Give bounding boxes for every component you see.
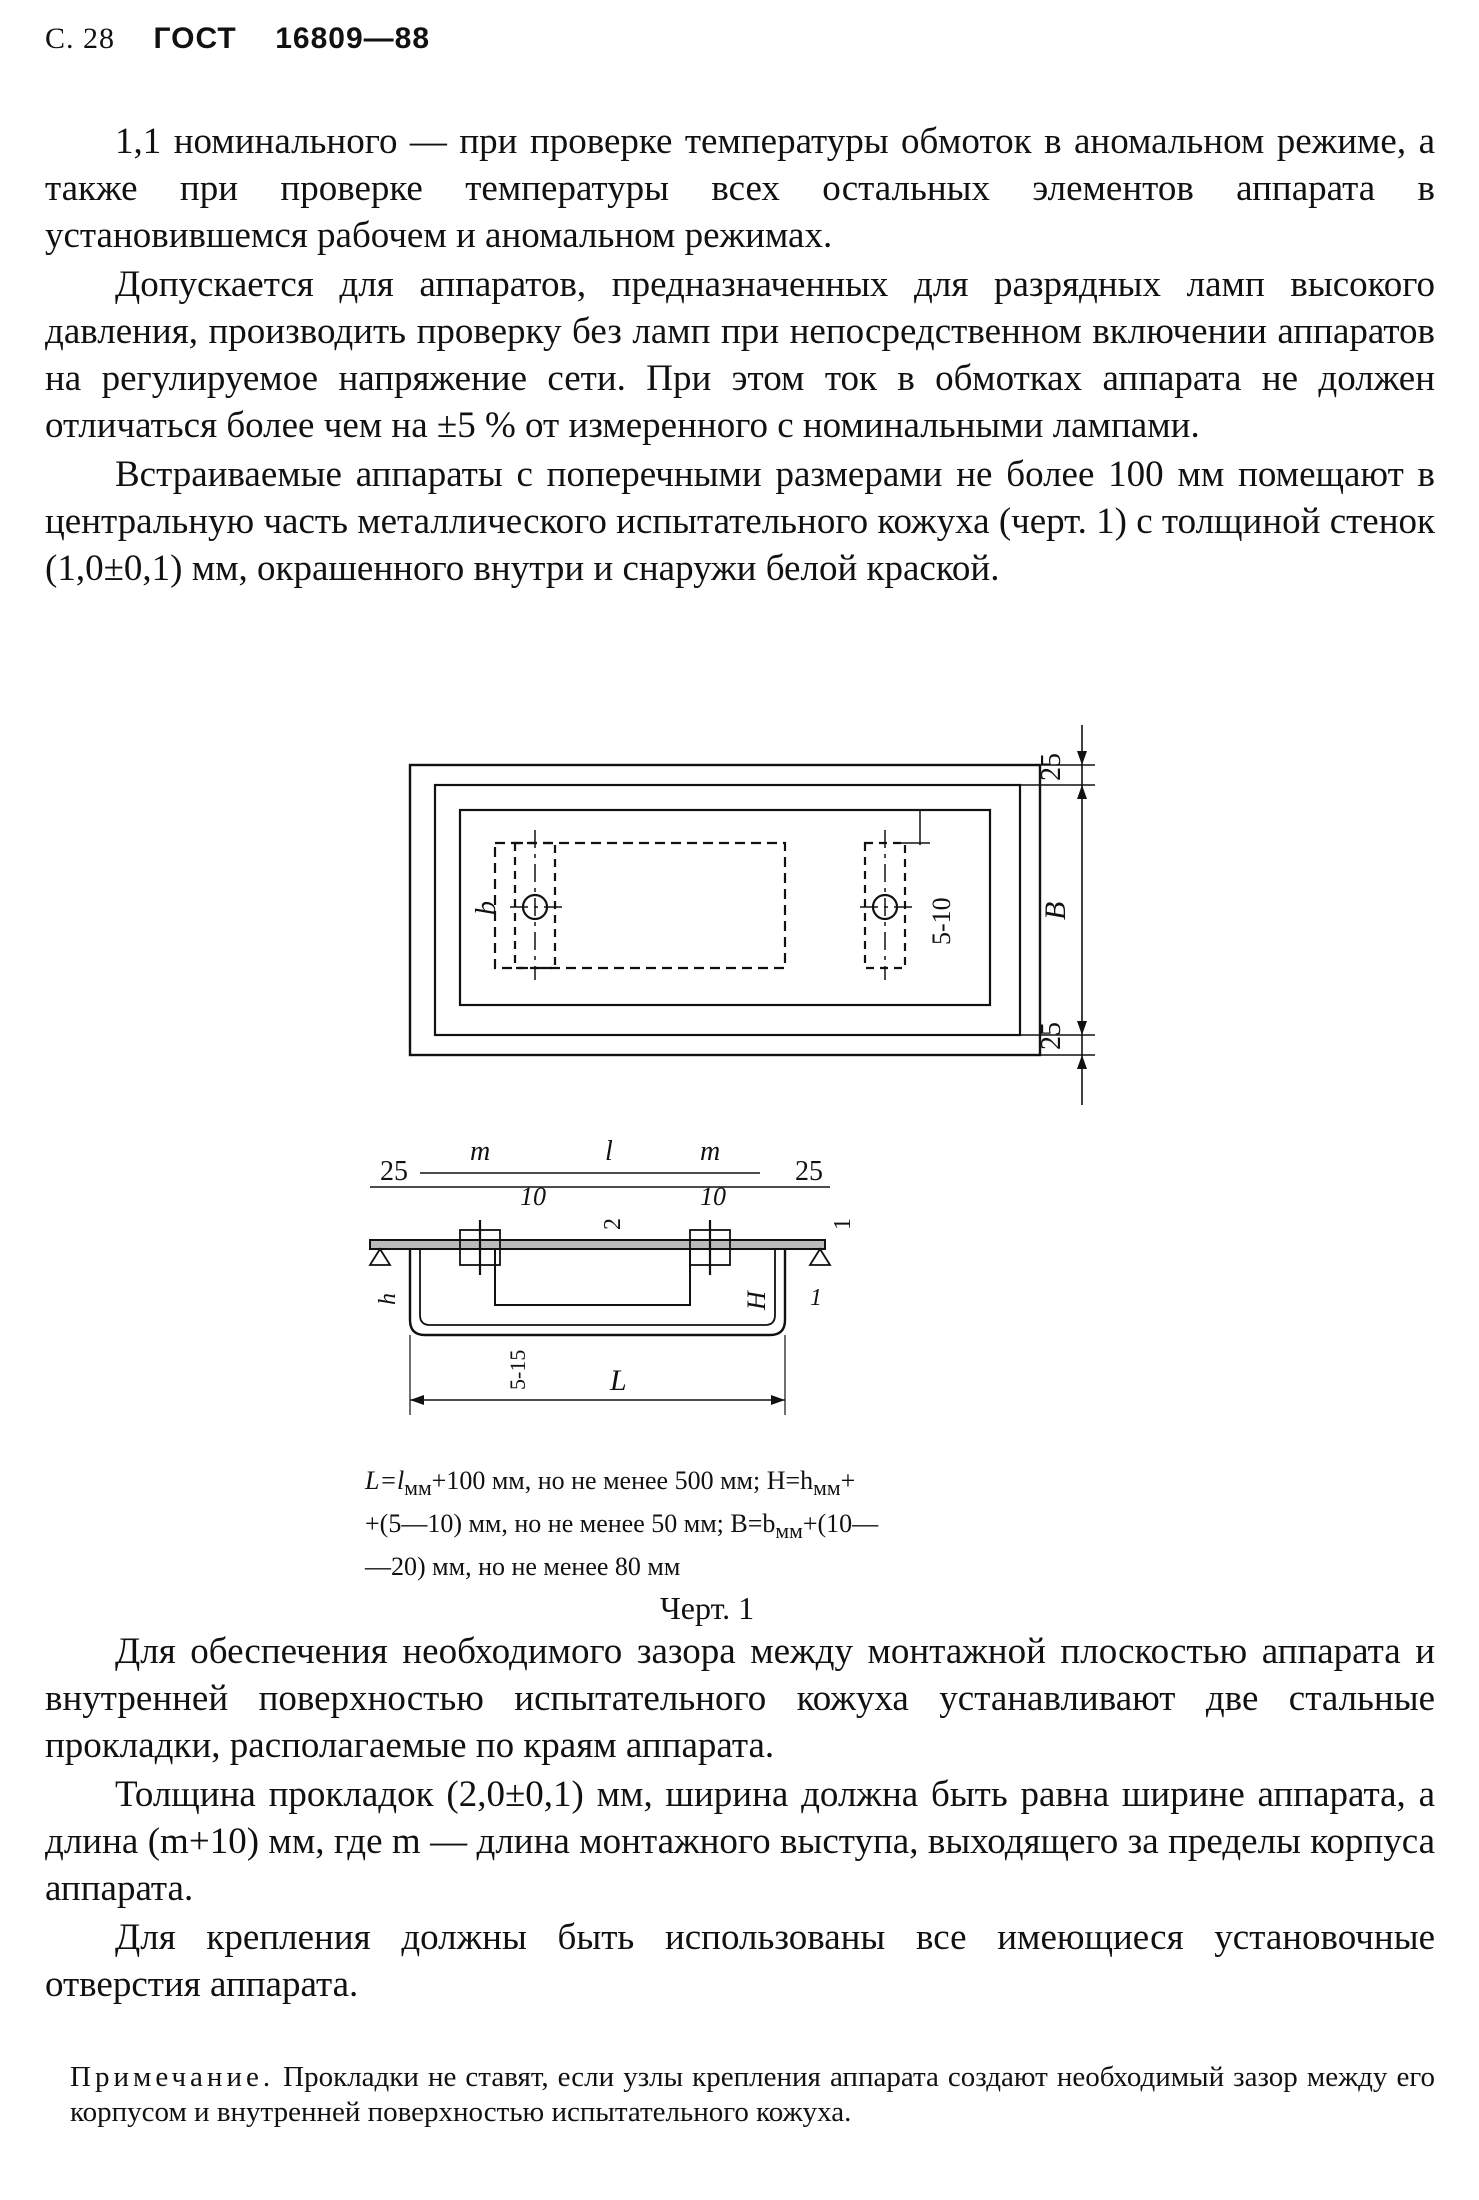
section-dim-right: 25 [795,1156,823,1187]
page-header [45,22,430,56]
plan-label-b: b [471,901,502,915]
section-dim-5-15: 5-15 [505,1349,530,1390]
paragraph-thickness: Толщина прокладок (2,0±0,1) мм, ширина должна быть равна ширине аппарата, а длина (m+10) мм, где m — длина монтажного выступа, выходящего за пределы корпуса аппарата. [45,1774,1435,1909]
formula-line1: L=l [365,1466,405,1495]
formula-sub-1: мм [404,1476,432,1501]
section-dim-h: h [375,1293,401,1305]
standard-number: 16809—88 [275,22,431,55]
note-text: Прокладки не ставят, если узлы крепления аппарата создают необходимый зазор между его корпусом и внутренней поверхностью испытательного кожуха. [70,2061,1435,2128]
formula-line1-rest: +100 мм, но не менее 500 мм; H=h [431,1466,814,1495]
paragraph-gap: Для обеспечения необходимого зазора между монтажной плоскостью аппарата и внутренней поверхностью испытательного кожуха устанавливают две стальные прокладки, располагаемые по краям аппарата. [45,1631,1435,1766]
body-text-bottom [45,1628,1435,2010]
formula-sub-2: мм [813,1476,841,1501]
drawing-formula [365,1463,1095,1585]
formula-line2-end: +(10— [802,1509,879,1539]
formula-sub-3: мм [775,1519,803,1544]
body-text-top [45,118,1435,594]
note-label: Примечание. [70,2061,275,2093]
note [70,2060,1435,2130]
paragraph-fixing: Для крепления должны быть использованы все имеющиеся установочные отверстия аппарата. [45,1917,1435,2005]
section-dim-2: 2 [600,1218,626,1230]
formula-line3: —20) мм, но не менее 80 мм [365,1552,681,1582]
section-dim-1-top: 1 [830,1218,856,1230]
paragraph-allowed: Допускается для аппаратов, предназначенных для разрядных ламп высокого давления, производить проверку без ламп при непосредственном включении аппаратов на регулируемое напряжение сети. При этом ток в обмотках аппарата не должен отличаться более чем на ±5 % от измеренного с номинальными лампами. [45,264,1435,446]
section-dim-10-left: 10 [520,1182,546,1211]
section-dim-L: L [610,1364,627,1397]
section-view [370,1136,856,1415]
section-dim-left: 25 [380,1156,408,1187]
plan-dim-B: B [1039,901,1072,920]
plan-view [410,725,1095,1105]
figure-caption: Черт. 1 [660,1590,755,1626]
formula-line1-end: + [840,1466,856,1495]
plan-label-gap: 5-10 [927,897,956,945]
standard-name: ГОСТ [153,22,237,55]
section-dim-m-left: m [470,1136,491,1167]
paragraph-nominal: 1,1 номинального — при проверке температуры обмоток в аномальном режиме, а также при проверке температуры всех остальных элементов аппарата в установившемся рабочем и аномальном режимах. [45,121,1435,256]
formula-line2: +(5—10) мм, но не менее 50 мм; B=b [365,1509,776,1539]
paragraph-built-in: Встраиваемые аппараты с поперечными размерами не более 100 мм помещают в центральную часть металлического испытательного кожуха (черт. 1) с толщиной стенок (1,0±0,1) мм, окрашенного внутри и снаружи белой краской. [45,454,1435,589]
plan-dim-top: 25 [1036,753,1067,781]
section-dim-m-right: m [700,1136,721,1167]
technical-drawing [360,725,1120,1455]
section-dim-1-side: 1 [810,1285,822,1311]
plan-dim-bottom: 25 [1036,1022,1067,1050]
section-dim-H: H [742,1291,771,1310]
page-number: С. 28 [45,22,116,55]
section-dim-10-right: 10 [700,1182,726,1211]
section-dim-l: l [605,1136,613,1167]
